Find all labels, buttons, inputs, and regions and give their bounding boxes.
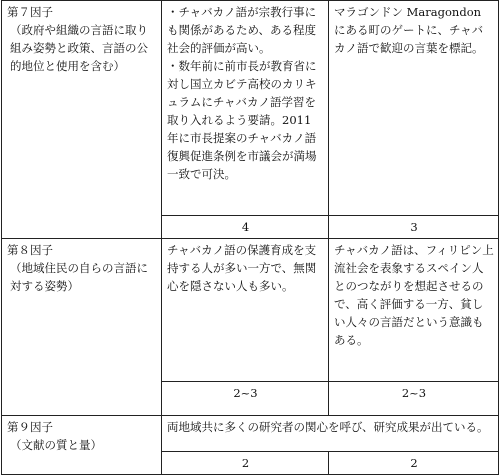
factor-7-score-b: 3 [329,216,499,239]
table-row-factor-7 [2,1,499,216]
factor-9-score-b: 2 [329,452,499,475]
factor-8-score-a: 2~3 [162,382,329,416]
factor-8-cell [2,239,162,416]
factor-8-city-a-para-1: チャバカノ語の保護育成を支持する人が多い一方で、無関心を隠さない人も多い。 [167,243,317,293]
factor-7-description: （政府や組織の言語に取り組み姿勢と政策、言語の公的地位と使用を含む） [10,23,148,73]
factor-9-cell [2,416,162,475]
table-row-factor-8 [2,239,499,382]
factor-7-city-a-para-1: ・チャバカノ語が宗教行事にも関係があるため、ある程度社会的評価が高い。 [167,5,317,55]
table-row-factor-9 [2,416,499,452]
factor-8-city-a-text [162,239,329,382]
factor-7-city-a-para-2: ・数年前に前市長が教育省に対し国立カビテ高校のカリキュラムにチャバカノ語学習を取り入れるよう要請。2011 年に市長提案のチャバカノ語復興促進条例を市議会が満場一致で可決。 [167,59,317,181]
factor-7-city-a-text [162,1,329,216]
factor-table [1,0,499,475]
factor-8-title: 第８因子 [7,243,53,257]
factor-8-city-b-text [329,239,499,382]
factor-9-merged-text: 両地域共に多くの研究者の関心を呼び、研究成果が出ている。 [162,416,499,452]
factor-7-title: 第７因子 [7,5,53,19]
factor-7-city-b-text [329,1,499,216]
factor-8-score-b: 2~3 [329,382,499,416]
factor-9-description: （文献の質と量） [10,438,102,452]
factor-8-city-b-para-1: チャバカノ語は、フィリピン上流社会を表象するスペイン人とのつながりを想起させるので、高く評価する一方、貧しい人々の言語だという意識もある。 [334,243,494,347]
factor-9-title: 第９因子 [7,420,53,434]
factor-9-score-a: 2 [162,452,329,475]
factor-7-cell [2,1,162,239]
factor-7-score-a: 4 [162,216,329,239]
factor-8-description: （地域住民の自らの言語に対する姿勢） [10,261,148,293]
factor-7-city-b-para-1: マラゴンドン Maragondon にある町のゲートに、チャバカノ語で歓迎の言葉を標記。 [334,5,484,55]
